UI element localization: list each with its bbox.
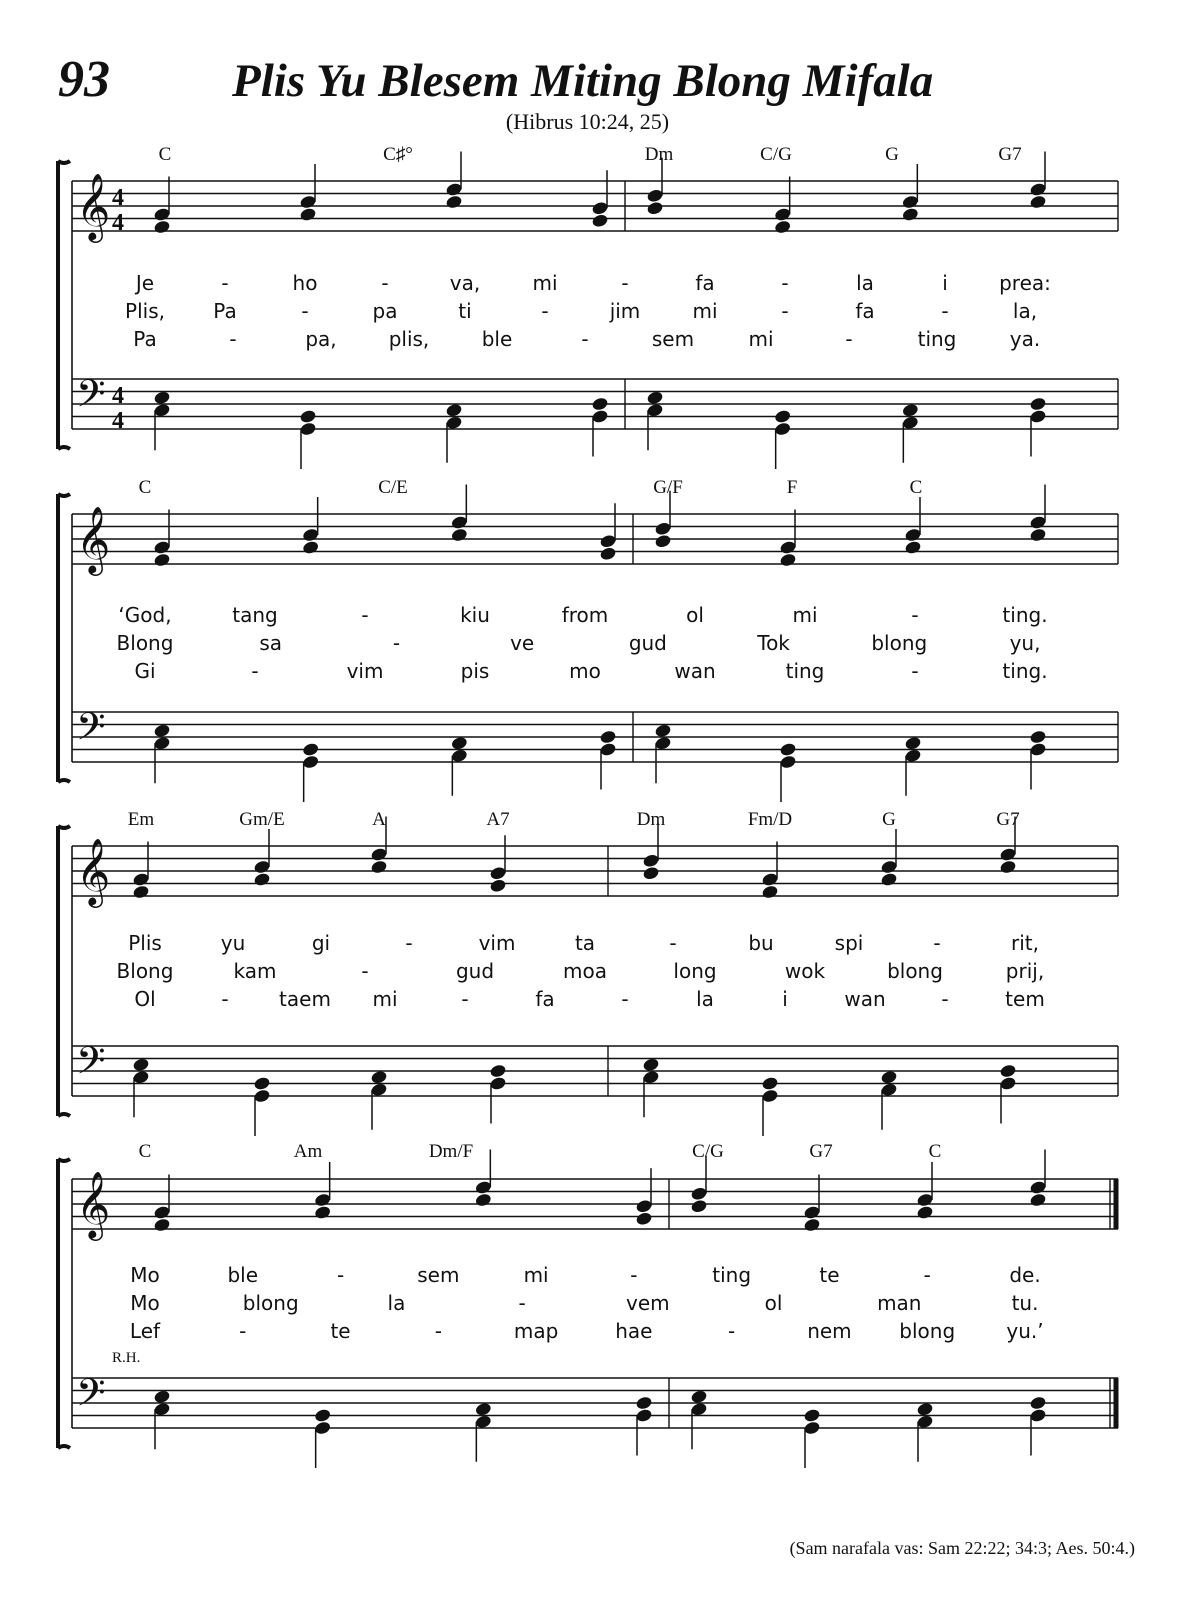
scripture-reference: (Hibrus 10:24, 25) (505, 109, 670, 134)
bass-clef: 𝄢 (76, 704, 106, 758)
right-hand-label: R.H. (112, 1350, 141, 1366)
lyric-syllable: yu, (1009, 631, 1041, 655)
lyric-syllable: gi (311, 931, 331, 955)
lyric-syllable: tu. (1011, 1291, 1039, 1315)
lyric-syllable: ti (458, 299, 472, 323)
lyric-syllable: ting (712, 1263, 752, 1287)
note-head (1029, 1395, 1047, 1410)
chord-symbol: C (928, 1141, 942, 1162)
note-head (591, 396, 609, 411)
lyric-syllable: Mo (130, 1263, 160, 1287)
note-head (642, 866, 660, 881)
lyric-syllable: Blong (116, 631, 174, 655)
chord-symbol: A7 (486, 809, 510, 830)
note-head (690, 1389, 708, 1404)
note-head (779, 552, 797, 567)
chord-symbol: C♯° (383, 144, 413, 165)
note-head (450, 527, 468, 542)
note-head (646, 390, 664, 405)
chord-symbol: G7 (996, 809, 1020, 830)
lyric-syllable: moa (563, 959, 607, 983)
lyric-syllable: te (330, 1319, 351, 1343)
note-head (690, 1199, 708, 1214)
lyric-syllable: vem (626, 1291, 670, 1315)
lyric-syllable: mi (523, 1263, 549, 1287)
lyric-syllable: kiu (460, 603, 490, 627)
treble-clef: 𝄞 (76, 837, 111, 905)
note-head (370, 859, 388, 874)
lyric-syllable: Plis, (125, 299, 165, 323)
lyric-syllable: wan (674, 659, 716, 683)
system-bracket (58, 494, 70, 782)
note-head (314, 1205, 332, 1220)
note-head (474, 1402, 492, 1417)
note-head (132, 1057, 150, 1072)
lyric-syllable: long (673, 959, 717, 983)
lyric-syllable: - (728, 1319, 736, 1343)
chord-symbol: Dm (636, 809, 666, 830)
lyric-syllable: Plis (128, 931, 162, 955)
note-head (153, 390, 171, 405)
note-head (880, 1070, 898, 1085)
lyric-syllable: prea: (999, 271, 1051, 295)
note-head (880, 872, 898, 887)
chord-symbol: G/F (653, 477, 683, 498)
note-head (153, 552, 171, 567)
note-head (599, 546, 617, 561)
lyric-syllable: - (581, 327, 589, 351)
note-head (901, 403, 919, 418)
lyric-syllable: pa (372, 299, 398, 323)
chord-symbol: C/E (378, 477, 408, 498)
lyric-syllable: Je (135, 271, 155, 295)
lyric-syllable: jim (609, 299, 641, 323)
note-head (1029, 194, 1047, 209)
note-head (1029, 1192, 1047, 1207)
lyric-syllable: mi (748, 327, 774, 351)
lyric-syllable: mi (792, 603, 818, 627)
note-head (489, 1063, 507, 1078)
lyric-syllable: hae (615, 1319, 653, 1343)
lyric-syllable: taem (279, 987, 331, 1011)
note-head (1029, 527, 1047, 542)
chord-symbol: Gm/E (239, 809, 285, 830)
time-signature-denominator: 4 (112, 408, 124, 434)
lyric-syllable: - (336, 1263, 345, 1287)
chord-symbol: C/G (692, 1141, 724, 1162)
lyric-syllable: bu (748, 931, 774, 955)
hymn-title: Plis Yu Blesem Miting Blong Mifala (232, 55, 934, 107)
note-head (599, 729, 617, 744)
note-head (635, 1395, 653, 1410)
lyric-syllable: ol (764, 1291, 783, 1315)
chord-symbol: C (158, 144, 172, 165)
lyric-syllable: - (361, 959, 369, 983)
note-head (904, 736, 922, 751)
lyric-syllable: Pa (133, 327, 157, 351)
lyric-syllable: Ol (134, 987, 156, 1011)
time-signature-numerator: 4 (112, 185, 124, 211)
note-head (299, 207, 317, 222)
lyric-syllable: - (251, 659, 259, 683)
lyric-syllable: gud (628, 631, 667, 655)
lyric-syllable: i (782, 987, 788, 1011)
bass-clef: 𝄢 (76, 1370, 106, 1424)
note-head (654, 723, 672, 738)
chord-symbol: Em (127, 809, 155, 830)
lyric-syllable: ble (481, 327, 513, 351)
note-head (591, 213, 609, 228)
note-head (761, 884, 779, 899)
lyric-syllable: spi (834, 931, 864, 955)
note-head (761, 1076, 779, 1091)
chord-symbol: G7 (998, 144, 1022, 165)
lyric-syllable: kam (233, 959, 277, 983)
note-head (635, 1211, 653, 1226)
lyric-syllable: from (561, 603, 609, 627)
treble-clef: 𝄞 (76, 1170, 111, 1238)
lyric-syllable: ho (292, 271, 318, 295)
note-head (450, 736, 468, 751)
lyric-syllable: - (392, 631, 401, 655)
lyric-syllable: - (630, 1263, 638, 1287)
lyric-syllable: - (941, 987, 949, 1011)
lyric-syllable: - (221, 271, 229, 295)
lyric-syllable: tang (232, 603, 278, 627)
system-bracket (58, 161, 70, 449)
note-head (299, 409, 317, 424)
lyric-syllable: sa (259, 631, 283, 655)
note-head (489, 878, 507, 893)
treble-clef: 𝄞 (76, 505, 111, 573)
chord-symbol: Fm/D (747, 809, 793, 830)
note-head (314, 1408, 332, 1423)
lyric-syllable: - (518, 1291, 526, 1315)
chord-symbol: C/G (760, 144, 792, 165)
lyric-syllable: fa (535, 987, 555, 1011)
note-head (302, 540, 320, 555)
lyric-syllable: pa, (305, 327, 337, 351)
footer-reference: (Sam narafala vas: Sam 22:22; 34:3; Aes. 50:4.) (789, 1538, 1135, 1558)
lyric-syllable: ol (686, 603, 704, 627)
lyric-syllable: - (381, 271, 389, 295)
time-signature-numerator: 4 (112, 383, 124, 409)
note-head (803, 1408, 821, 1423)
note-head (302, 742, 320, 757)
lyric-syllable: Tok (757, 631, 790, 655)
hymn-number: 93 (58, 51, 110, 108)
lyric-syllable: - (461, 987, 469, 1011)
lyric-syllable: vim (346, 659, 384, 683)
lyric-syllable: - (621, 987, 629, 1011)
lyric-syllable: - (221, 987, 229, 1011)
lyric-syllable: wok (784, 959, 826, 983)
lyric-syllable: la (856, 271, 874, 295)
lyric-syllable: man (877, 1291, 922, 1315)
lyric-syllable: wan (844, 987, 886, 1011)
lyric-syllable: mi (372, 987, 398, 1011)
note-head (999, 1063, 1017, 1078)
lyric-syllable: - (669, 931, 677, 955)
lyric-syllable: tem (1005, 987, 1045, 1011)
lyric-syllable: ting. (1002, 659, 1048, 683)
lyric-syllable: vim (478, 931, 516, 955)
note-head (132, 884, 150, 899)
lyric-syllable: mi (692, 299, 718, 323)
lyric-syllable: - (229, 327, 237, 351)
lyric-syllable: Gi (134, 659, 156, 683)
lyric-syllable: de. (1009, 1263, 1041, 1287)
lyric-syllable: - (911, 603, 919, 627)
note-head (153, 219, 171, 234)
chord-symbol: Dm (644, 144, 674, 165)
lyric-syllable: - (933, 931, 941, 955)
note-head (253, 872, 271, 887)
note-head (153, 1389, 171, 1404)
note-head (153, 1217, 171, 1232)
note-head (901, 207, 919, 222)
lyric-syllable: te (819, 1263, 840, 1287)
note-head (370, 1070, 388, 1085)
lyric-syllable: i (942, 271, 948, 295)
note-head (445, 403, 463, 418)
chord-symbol: G (885, 144, 899, 165)
chord-symbol: C (909, 477, 923, 498)
note-head (153, 723, 171, 738)
lyric-syllable: ting. (1002, 603, 1048, 627)
note-head (1029, 729, 1047, 744)
time-signature-denominator: 4 (112, 210, 124, 236)
chord-symbol: A (372, 809, 386, 830)
chord-symbol: C (138, 477, 152, 498)
lyric-syllable: plis, (388, 327, 430, 351)
note-head (904, 540, 922, 555)
lyric-syllable: - (941, 299, 949, 323)
lyric-syllable: - (911, 659, 919, 683)
lyric-syllable: ting (785, 659, 825, 683)
lyric-syllable: yu (220, 931, 246, 955)
lyric-syllable: pis (460, 659, 490, 683)
lyric-syllable: ble (227, 1263, 259, 1287)
lyric-syllable: sem (651, 327, 695, 351)
lyric-syllable: nem (807, 1319, 852, 1343)
note-head (779, 742, 797, 757)
lyric-syllable: blong (242, 1291, 299, 1315)
lyric-syllable: ting (917, 327, 957, 351)
lyric-syllable: Mo (130, 1291, 160, 1315)
note-head (1029, 396, 1047, 411)
lyric-syllable: - (361, 603, 369, 627)
lyric-syllable: ve (510, 631, 535, 655)
lyric-syllable: - (781, 299, 789, 323)
lyric-syllable: Lef (129, 1319, 161, 1343)
lyric-syllable: la (387, 1291, 406, 1315)
lyric-syllable: ya. (1009, 327, 1041, 351)
lyric-syllable: ta (574, 931, 596, 955)
lyric-syllable: map (513, 1319, 559, 1343)
chord-symbol: Dm/F (428, 1141, 474, 1162)
chord-symbol: G7 (809, 1141, 833, 1162)
lyric-syllable: - (541, 299, 549, 323)
bass-clef: 𝄢 (76, 371, 106, 425)
lyric-syllable: Pa (213, 299, 237, 323)
lyric-syllable: - (434, 1319, 442, 1343)
note-head (474, 1192, 492, 1207)
bass-clef: 𝄢 (76, 1038, 106, 1092)
lyric-syllable: blong (887, 959, 943, 983)
note-head (916, 1205, 934, 1220)
note-head (774, 219, 792, 234)
lyric-syllable: prij, (1005, 959, 1045, 983)
system-bracket (58, 826, 70, 1116)
note-head (445, 194, 463, 209)
lyric-syllable: la, (1012, 299, 1038, 323)
lyric-syllable: - (301, 299, 309, 323)
note-head (642, 1057, 660, 1072)
lyric-syllable: - (845, 327, 853, 351)
treble-clef: 𝄞 (76, 172, 111, 240)
note-head (646, 201, 664, 216)
lyric-syllable: sem (417, 1263, 460, 1287)
lyric-syllable: la (696, 987, 714, 1011)
note-head (253, 1076, 271, 1091)
lyric-syllable: ‘God, (118, 603, 172, 627)
lyric-syllable: - (239, 1319, 247, 1343)
chord-symbol: C (138, 1141, 152, 1162)
lyric-syllable: rit, (1011, 931, 1039, 955)
note-head (916, 1402, 934, 1417)
note-head (803, 1217, 821, 1232)
lyric-syllable: Blong (116, 959, 174, 983)
lyric-syllable: - (405, 931, 413, 955)
note-head (999, 859, 1017, 874)
chord-symbol: Am (293, 1141, 323, 1162)
note-head (654, 534, 672, 549)
lyric-syllable: va, (449, 271, 481, 295)
lyric-syllable: blong (899, 1319, 956, 1343)
lyric-syllable: - (781, 271, 789, 295)
lyric-syllable: blong (871, 631, 928, 655)
lyric-syllable: - (923, 1263, 931, 1287)
note-head (774, 409, 792, 424)
lyric-syllable: fa (855, 299, 875, 323)
lyric-syllable: mo (569, 659, 601, 683)
chord-symbol: F (786, 477, 798, 498)
system-bracket (58, 1159, 70, 1448)
lyric-syllable: yu.’ (1006, 1319, 1044, 1343)
chord-symbol: G (882, 809, 896, 830)
lyric-syllable: mi (532, 271, 558, 295)
lyric-syllable: - (621, 271, 629, 295)
lyric-syllable: fa (695, 271, 715, 295)
lyric-syllable: gud (455, 959, 495, 983)
